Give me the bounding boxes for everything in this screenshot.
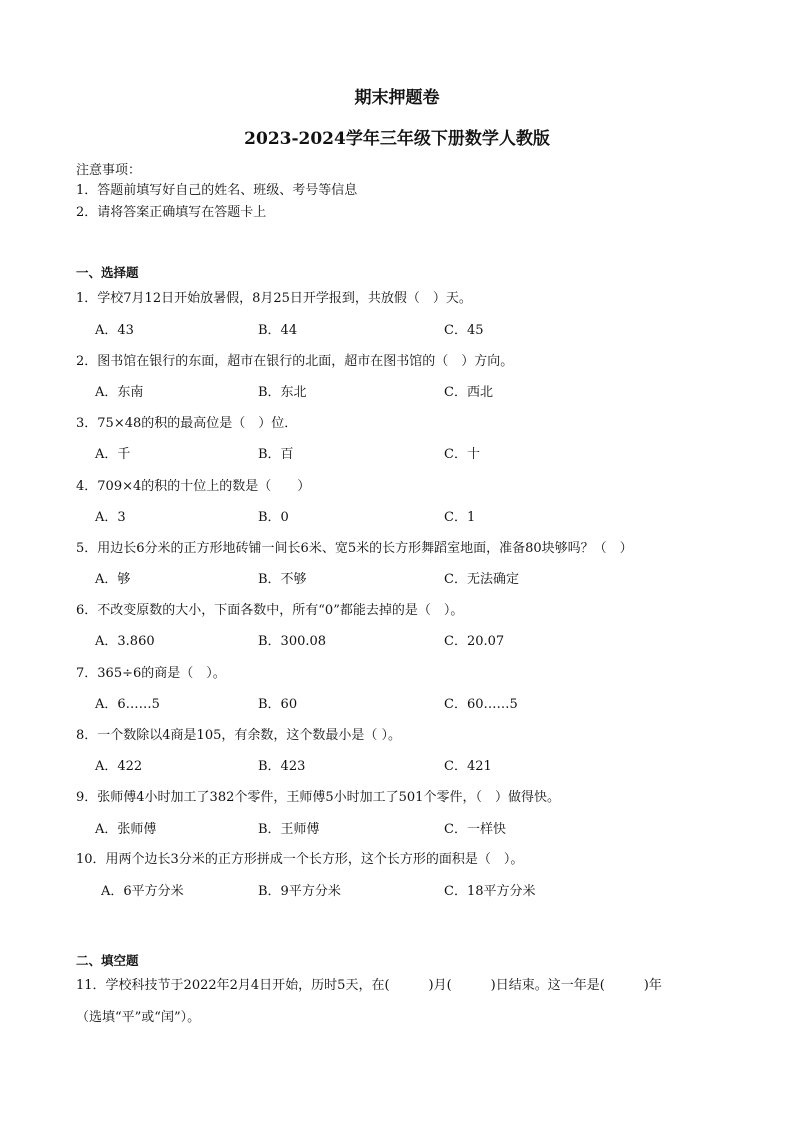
question-5: 5．用边长6分米的正方形地砖铺一间长6米、宽5米的长方形舞蹈室地面，准备80块够吗？（ ） — [76, 541, 633, 556]
question-2: 2．图书馆在银行的东面，超市在银行的北面，超市在图书馆的（ ）方向。 — [76, 354, 514, 369]
q2-option-b: B．东北 — [258, 385, 307, 400]
q1-option-a: A．43 — [95, 323, 134, 338]
q8-option-c: C．421 — [444, 759, 492, 774]
q1-option-b: B．44 — [258, 323, 298, 338]
q6-option-a: A．3.860 — [95, 634, 155, 649]
q2-option-c: C．西北 — [444, 385, 493, 400]
question-9: 9．张师傅4小时加工了382个零件，王师傅5小时加工了501个零件，（ ）做得快。 — [76, 790, 560, 805]
page-title: 期末押题卷 — [354, 88, 440, 108]
question-4: 4．709×4的积的十位上的数是（ ） — [76, 479, 311, 494]
question-1: 1．学校7月12日开始放暑假，8月25日开学报到，共放假（ ）天。 — [76, 291, 472, 306]
q10-option-a: A．6平方分米 — [101, 884, 184, 899]
q7-option-b: B．60 — [258, 697, 298, 712]
question-7: 7．365÷6的商是（ ）。 — [76, 666, 226, 681]
q5-option-c: C．无法确定 — [444, 572, 519, 587]
q5-option-b: B．不够 — [258, 572, 307, 587]
question-11: 11．学校科技节于2022年2月4日开始，历时5天，在( )月( )日结束。这一年是( )年 — [76, 978, 662, 993]
q9-option-a: A．张师傅 — [95, 822, 157, 837]
q4-option-a: A．3 — [95, 510, 126, 525]
page-subtitle: 2023-2024学年三年级下册数学人教版 — [244, 129, 550, 149]
question-10: 10．用两个边长3分米的正方形拼成一个长方形，这个长方形的面积是（ ）。 — [76, 852, 524, 867]
note-item-1: 1．答题前填写好自己的姓名、班级、考号等信息 — [76, 183, 358, 198]
q7-option-c: C．60……5 — [444, 697, 518, 712]
q4-option-b: B．0 — [258, 510, 289, 525]
note-item-2: 2．请将答案正确填写在答题卡上 — [76, 205, 267, 220]
q2-option-a: A．东南 — [95, 385, 144, 400]
q6-option-b: B．300.08 — [258, 634, 327, 649]
notes-heading: 注意事项： — [76, 163, 142, 178]
section-heading-fill: 二、填空题 — [76, 953, 139, 968]
question-8: 8．一个数除以4商是105，有余数，这个数最小是（ ）。 — [76, 728, 401, 743]
q3-option-a: A．千 — [95, 447, 131, 462]
q3-option-b: B．百 — [258, 447, 294, 462]
q9-option-b: B．王师傅 — [258, 822, 320, 837]
q10-option-b: B．9平方分米 — [258, 884, 341, 899]
q5-option-a: A．够 — [95, 572, 131, 587]
q9-option-c: C．一样快 — [444, 822, 506, 837]
q8-option-a: A．422 — [95, 759, 143, 774]
q3-option-c: C．十 — [444, 447, 480, 462]
question-6: 6．不改变原数的大小，下面各数中，所有“0”都能去掉的是（ ）。 — [76, 603, 464, 618]
q10-option-c: C．18平方分米 — [444, 884, 536, 899]
q8-option-b: B．423 — [258, 759, 306, 774]
question-11-continued: （选填“平”或“闰”）。 — [76, 1010, 201, 1025]
q1-option-c: C．45 — [444, 323, 484, 338]
q4-option-c: C．1 — [444, 510, 476, 525]
q7-option-a: A．6……5 — [95, 697, 160, 712]
section-heading-choice: 一、选择题 — [76, 265, 139, 280]
question-3: 3．75×48的积的最高位是（ ）位． — [76, 416, 298, 431]
q6-option-c: C．20.07 — [444, 634, 505, 649]
